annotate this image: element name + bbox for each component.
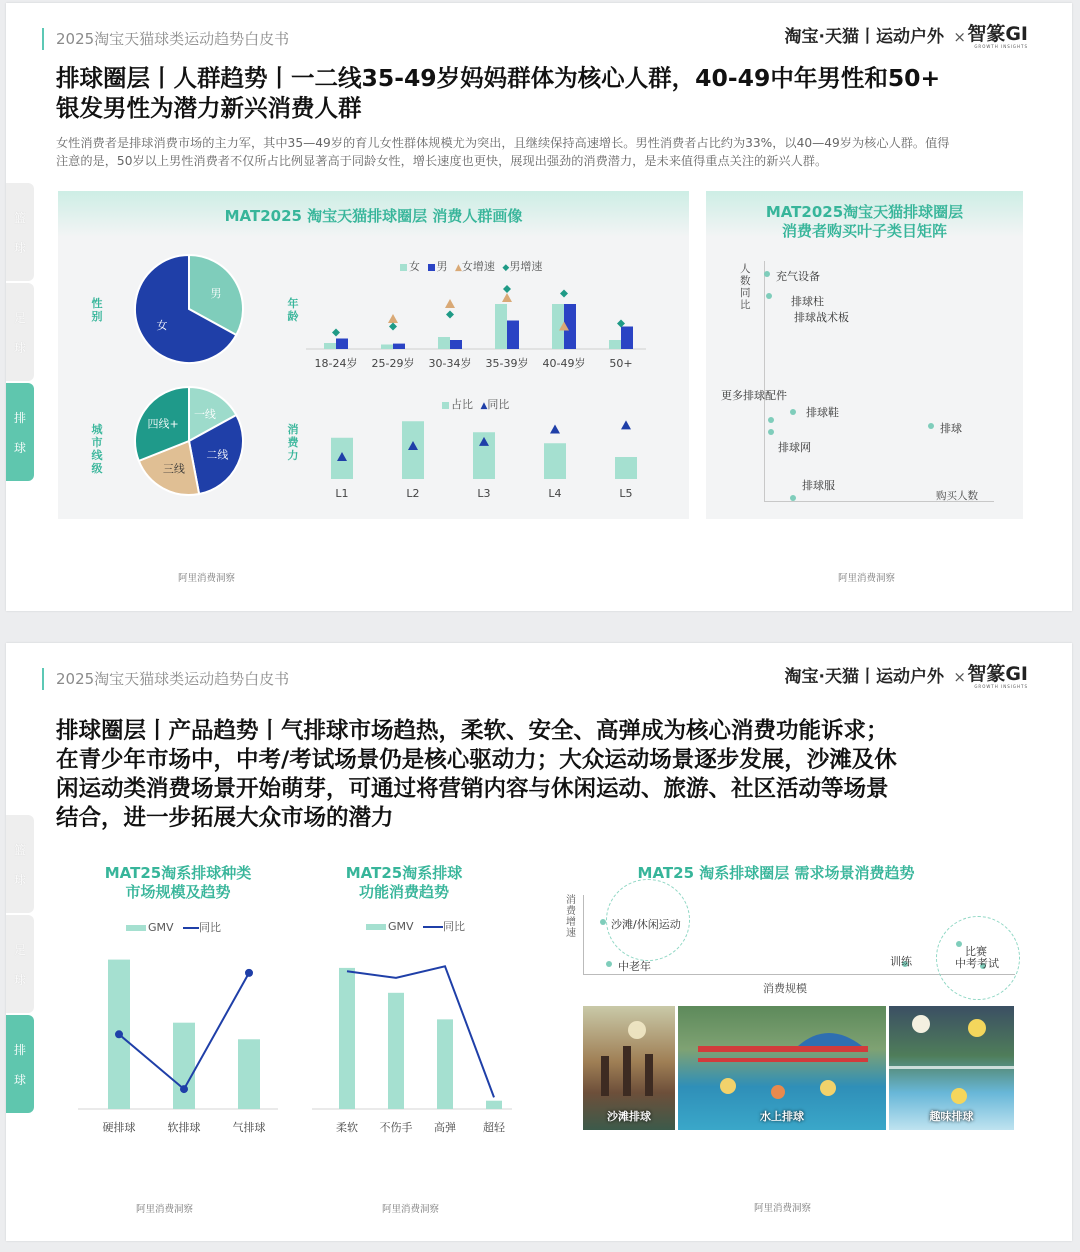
tab-char: 足 xyxy=(13,311,26,325)
age-tick: 18-24岁 xyxy=(314,357,358,369)
city-tier-label: 城市线级 xyxy=(91,423,103,475)
category-tick: 气排球 xyxy=(232,1121,266,1133)
female-growth-marker xyxy=(445,299,455,308)
photo-beach-volleyball xyxy=(583,1006,675,1130)
scene-dot xyxy=(600,919,606,925)
yoy-point xyxy=(115,1030,123,1038)
tab-char: 排 xyxy=(13,1043,26,1057)
spend-tick: L3 xyxy=(477,487,491,500)
city-tier-pie-chart xyxy=(134,385,244,497)
age-bar-female xyxy=(438,337,450,349)
category-tick: 高弹 xyxy=(434,1121,456,1133)
matrix-dot xyxy=(768,417,774,423)
scene-x-label: 消费规模 xyxy=(763,982,807,995)
brand-name: 淘宝·天猫丨运动户外 xyxy=(784,27,944,47)
photo-caption: 趣味排球 xyxy=(929,1110,974,1123)
panel-title xyxy=(706,203,1023,241)
age-bar-chart xyxy=(306,271,646,369)
matrix-x-label: 购买人数 xyxy=(936,490,978,502)
headline-line: 在青少年市场中，中考/考试场景仍是核心驱动力；大众运动场景逐步发展，沙滩及休 xyxy=(56,747,897,773)
legend-male: 男 xyxy=(436,260,448,273)
age-bar-male xyxy=(336,339,348,350)
panel-consumer-profile xyxy=(58,191,689,519)
category-tick: 不伤手 xyxy=(379,1121,413,1133)
legend-swatch-gmv xyxy=(126,925,146,931)
scene-point-match: 比赛 xyxy=(965,945,987,958)
chart2-title xyxy=(304,864,504,902)
zhizhuan-logo: 智篆GI xyxy=(967,23,1028,45)
tab-football[interactable] xyxy=(6,283,34,381)
logo-subtext: GROWTH INSIGHTS xyxy=(974,684,1028,689)
matrix-point-shoes: 排球鞋 xyxy=(806,406,839,419)
scene-dot xyxy=(956,941,962,947)
age-bar-female xyxy=(324,343,336,349)
chart2-legend xyxy=(366,918,465,934)
tab-basketball[interactable] xyxy=(6,815,34,913)
chart-title-line: MAT25淘系排球种类 xyxy=(104,864,252,882)
female-growth-marker xyxy=(502,293,512,302)
pie-label: 女 xyxy=(156,318,168,332)
tab-volleyball[interactable] xyxy=(6,1015,34,1113)
tab-char: 篮 xyxy=(13,843,26,857)
age-bar-male xyxy=(621,327,633,350)
source-note: 阿里消费洞察 xyxy=(382,1204,440,1215)
matrix-point-apparel: 排球服 xyxy=(802,479,835,492)
photo-fun-volleyball xyxy=(889,1006,1014,1130)
scene-point-beach: 沙滩/休闲运动 xyxy=(611,918,681,931)
slide-demographics xyxy=(6,3,1072,611)
age-bar-female xyxy=(609,340,621,349)
matrix-point-volleyball: 排球 xyxy=(940,422,962,435)
photo-caption: 水上排球 xyxy=(760,1110,804,1123)
gmv-bar xyxy=(388,993,404,1109)
legend-share: 占比 xyxy=(451,398,473,411)
legend-swatch-male xyxy=(428,264,435,271)
category-tick: 超轻 xyxy=(483,1121,505,1133)
gmv-bar xyxy=(437,1019,453,1109)
spend-tick: L1 xyxy=(335,487,349,500)
pie-label: 一线 xyxy=(193,408,216,422)
spend-tick: L4 xyxy=(548,487,562,500)
age-bar-male xyxy=(450,340,462,349)
matrix-point-accessories: 更多排球配件 xyxy=(721,389,787,402)
age-tick: 30-34岁 xyxy=(428,357,472,369)
scene-y-axis xyxy=(583,895,584,975)
panel-title-line: MAT2025淘宝天猫排球圈层 xyxy=(765,203,964,221)
male-growth-marker xyxy=(617,320,625,328)
male-growth-marker xyxy=(389,323,397,331)
gender-label: 性别 xyxy=(91,297,103,323)
age-tick: 25-29岁 xyxy=(371,357,415,369)
zhizhuan-logo: 智篆GI xyxy=(967,663,1028,685)
header-accent-bar xyxy=(42,28,44,50)
spend-bar xyxy=(402,421,424,479)
source-note: 阿里消费洞察 xyxy=(178,573,236,584)
tab-char: 篮 xyxy=(13,211,26,225)
age-bar-male xyxy=(393,344,405,349)
page-headline xyxy=(56,63,940,123)
yoy-point xyxy=(245,969,253,977)
legend-swatch-female xyxy=(400,264,407,271)
age-label: 年龄 xyxy=(287,297,299,323)
gender-pie-chart xyxy=(134,253,244,365)
gmv-bar xyxy=(173,1023,195,1109)
matrix-dot xyxy=(790,495,796,501)
pie-label: 四线+ xyxy=(147,417,179,431)
legend-swatch-gmv xyxy=(366,924,386,930)
spend-tick: L2 xyxy=(406,487,420,500)
header-accent-bar xyxy=(42,668,44,690)
gmv-bar xyxy=(486,1101,502,1109)
chart-title-line: 市场规模及趋势 xyxy=(125,883,231,901)
matrix-y-axis xyxy=(764,261,765,501)
photo-caption: 沙滩排球 xyxy=(607,1110,651,1123)
spend-bar xyxy=(615,457,637,479)
age-tick: 50+ xyxy=(609,357,633,369)
legend-yoy: 同比 xyxy=(487,398,510,411)
gmv-bar xyxy=(238,1039,260,1109)
legend-female-growth: 女增速 xyxy=(461,260,495,273)
function-gmv-chart xyxy=(312,933,512,1133)
scene-matrix-title: MAT25 淘系排球圈层 需求场景消费趋势 xyxy=(637,864,915,882)
tab-basketball[interactable] xyxy=(6,183,34,281)
matrix-point-net: 排球网 xyxy=(778,441,811,454)
matrix-dot xyxy=(790,409,796,415)
yoy-line xyxy=(347,966,494,1097)
page-headline xyxy=(56,717,897,833)
photo-water-volleyball xyxy=(678,1006,886,1130)
male-growth-marker xyxy=(446,311,454,319)
age-tick: 35-39岁 xyxy=(485,357,529,369)
scene-point-elderly: 中老年 xyxy=(618,960,651,973)
scene-point-training: 训练 xyxy=(890,955,912,968)
tab-volleyball[interactable] xyxy=(6,383,34,481)
tab-char: 球 xyxy=(13,973,26,987)
male-growth-marker xyxy=(332,329,340,337)
legend-triangle-icon: ▲ xyxy=(480,401,488,411)
tab-char: 球 xyxy=(13,1073,26,1087)
cross-mark: × xyxy=(953,668,966,686)
legend-diamond-icon: ◆ xyxy=(502,263,510,273)
category-tick: 软排球 xyxy=(167,1121,201,1133)
headline-line: 排球圈层丨人群趋势丨一二线35-49岁妈妈群体为核心人群，40-49中年男性和50+ xyxy=(56,64,941,92)
tab-char: 球 xyxy=(13,873,26,887)
yoy-point xyxy=(180,1085,188,1093)
panel-title-line: 消费者购买叶子类目矩阵 xyxy=(781,222,947,240)
age-tick: 40-49岁 xyxy=(542,357,586,369)
chart-title-line: 功能消费趋势 xyxy=(358,883,449,901)
chart1-title xyxy=(78,864,278,902)
legend-male-growth: 男增速 xyxy=(509,260,543,273)
description-line: 注意的是，50岁以上男性消费者不仅所占比例显著高于同龄女性，增长速度也更快，展现出强劲的消费潜力，是未来值得重点关注的新兴人群。 xyxy=(56,154,828,168)
scene-dot xyxy=(606,961,612,967)
female-growth-marker xyxy=(388,314,398,323)
tab-char: 排 xyxy=(13,411,26,425)
brand-name: 淘宝·天猫丨运动户外 xyxy=(784,667,944,687)
tab-football[interactable] xyxy=(6,915,34,1013)
legend-female: 女 xyxy=(409,260,420,273)
tab-char: 球 xyxy=(13,341,26,355)
spend-yoy-marker xyxy=(621,420,631,429)
age-bar-female xyxy=(495,304,507,349)
spend-bar-chart xyxy=(306,409,646,511)
matrix-dot xyxy=(768,429,774,435)
description-line: 女性消费者是排球消费市场的主力军，其中35—49岁的育儿女性群体规模尤为突出，且继续保持高速增长。男性消费者占比约为33%，以40—49岁为核心人群。值得 xyxy=(56,136,950,150)
tab-char: 足 xyxy=(13,943,26,957)
page-description xyxy=(56,134,950,170)
legend-yoy: 同比 xyxy=(443,920,466,933)
gmv-bar xyxy=(339,968,355,1109)
legend-gmv: GMV xyxy=(148,921,174,934)
pie-label: 二线 xyxy=(206,448,229,462)
scene-y-label: 消费增速 xyxy=(566,895,576,939)
spend-yoy-marker xyxy=(550,425,560,434)
category-gmv-chart xyxy=(78,933,278,1133)
headline-line: 银发男性为潜力新兴消费人群 xyxy=(56,94,362,122)
spend-tick: L5 xyxy=(619,487,633,500)
slide-product-trends xyxy=(6,643,1072,1241)
matrix-dot xyxy=(766,293,772,299)
source-note: 阿里消费洞察 xyxy=(136,1204,194,1215)
spend-power-label: 消费力 xyxy=(287,423,299,462)
legend-yoy: 同比 xyxy=(199,921,222,934)
age-bar-male xyxy=(507,321,519,350)
doc-title: 2025淘宝天猫球类运动趋势白皮书 xyxy=(56,670,290,688)
headline-line: 结合，进一步拓展大众市场的潜力 xyxy=(56,805,394,831)
scene-point-exam: 中考考试 xyxy=(955,957,999,970)
legend-triangle-icon: ▲ xyxy=(455,263,462,273)
headline-line: 闲运动类消费场景开始萌芽，可通过将营销内容与休闲运动、旅游、社区活动等场景 xyxy=(56,776,889,802)
tab-char: 球 xyxy=(13,441,26,455)
legend-line-icon xyxy=(183,927,199,929)
matrix-y-label: 人数同比 xyxy=(740,263,751,311)
pie-label: 男 xyxy=(210,287,222,301)
doc-title: 2025淘宝天猫球类运动趋势白皮书 xyxy=(56,30,290,48)
source-note: 阿里消费洞察 xyxy=(838,573,896,584)
male-growth-marker xyxy=(560,290,568,298)
spend-bar xyxy=(544,443,566,479)
source-note: 阿里消费洞察 xyxy=(754,1203,812,1214)
matrix-point-post: 排球柱 xyxy=(791,295,824,308)
panel-title: MAT2025 淘宝天猫排球圈层 消费人群画像 xyxy=(224,207,523,225)
panel-category-matrix xyxy=(706,191,1023,519)
category-tick: 硬排球 xyxy=(102,1121,136,1133)
cross-mark: × xyxy=(953,28,966,46)
matrix-dot xyxy=(764,271,770,277)
headline-line: 排球圈层丨产品趋势丨气排球市场趋热，柔软、安全、高弹成为核心消费功能诉求； xyxy=(56,718,889,744)
matrix-point-board: 排球战术板 xyxy=(794,311,849,324)
matrix-dot xyxy=(928,423,934,429)
male-growth-marker xyxy=(503,285,511,293)
tab-char: 球 xyxy=(13,241,26,255)
matrix-point-inflatable: 充气设备 xyxy=(776,270,820,283)
category-tick: 柔软 xyxy=(336,1121,358,1133)
legend-swatch-share xyxy=(442,402,449,409)
chart-title-line: MAT25淘系排球 xyxy=(345,864,463,882)
legend-gmv: GMV xyxy=(388,920,414,933)
legend-line-icon xyxy=(423,926,443,928)
age-bar-female xyxy=(381,345,393,350)
pie-label: 三线 xyxy=(162,462,185,476)
logo-subtext: GROWTH INSIGHTS xyxy=(974,44,1028,49)
